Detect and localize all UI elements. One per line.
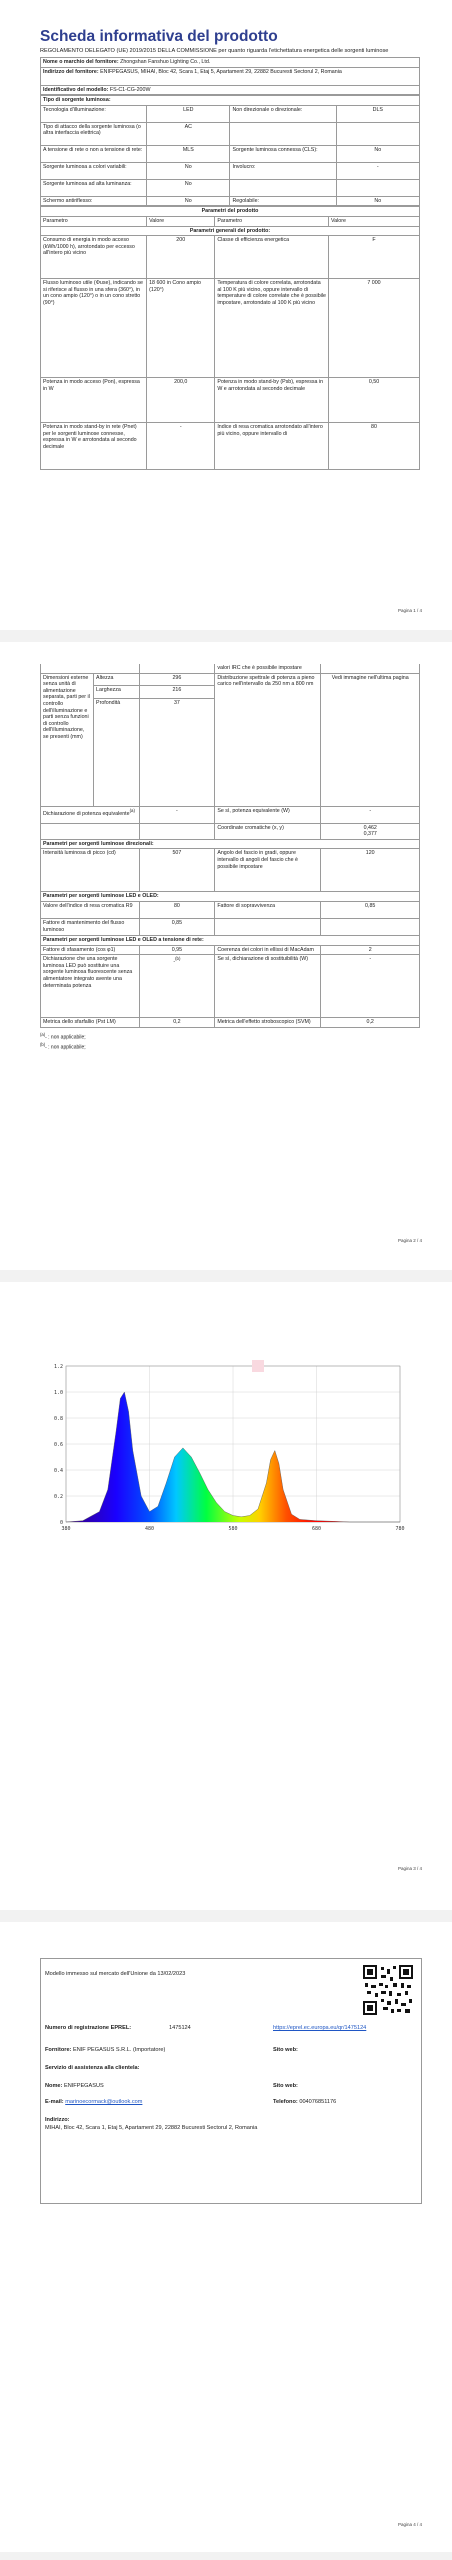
envelope-label: Involucro: bbox=[230, 162, 336, 179]
cri-value: 80 bbox=[329, 423, 420, 470]
height-label: Altezza bbox=[94, 673, 139, 686]
replace-yes-value: - bbox=[321, 955, 420, 1018]
x-axis-ticks bbox=[61, 1526, 404, 1532]
eprel-value: 1475124 bbox=[169, 2025, 191, 2031]
document-title: Scheda informativa del prodotto bbox=[40, 28, 278, 45]
y-tick-label: 0.8 bbox=[53, 1416, 63, 1422]
x-tick-label: 780 bbox=[395, 1526, 405, 1532]
params-table-cont bbox=[40, 664, 420, 1028]
col-param-1: Parametro bbox=[41, 216, 147, 226]
connected-value: No bbox=[336, 145, 419, 162]
chroma-label: Coordinate cromatiche (x, y) bbox=[215, 823, 321, 839]
page-number: Pagina 2 / 4 bbox=[397, 1238, 422, 1243]
market-text: Modello immesso sul mercato dell'Unione da 13/02/2023 bbox=[45, 1971, 186, 1977]
x-tick-label: 380 bbox=[61, 1526, 71, 1532]
regulation-text: REGOLAMENTO DELEGATO (UE) 2019/2015 DELLA COMMISSIONE per quanto riguarda l'etichettatura energetica delle sorgenti luminose bbox=[40, 48, 389, 54]
flux-value: 18 600 in Cono ampio (120°) bbox=[147, 279, 215, 378]
eprel-label: Numero di registrazione EPREL: bbox=[45, 2025, 132, 2031]
nondir-label: Non direzionale o direzionale: bbox=[230, 105, 336, 122]
supplier-name-cell: Nome o marchio del fornitore: Zhongshan Fanshuo Lighting Co., Ltd. bbox=[41, 58, 420, 68]
supplier-info-card bbox=[40, 1958, 422, 2204]
cri-cont: valori IRC che è possibile impostare bbox=[215, 664, 321, 673]
source-type-heading: Tipo di sorgente luminosa: bbox=[41, 96, 420, 106]
connected-label: Sorgente luminosa connessa (CLS): bbox=[230, 145, 336, 162]
page-number: Pagina 1 / 4 bbox=[397, 608, 422, 613]
tech-value: LED bbox=[147, 105, 230, 122]
phone-row: Telefono: 004076851176 bbox=[273, 2099, 337, 2105]
r9-label: Valore dell'indice di resa cromatica R9 bbox=[41, 901, 140, 918]
supplier-row: Fornitore: ENIF PEGASUS S.R.L. (Importatore) bbox=[45, 2047, 166, 2053]
pnet-value: - bbox=[147, 423, 215, 470]
svm-value: 0,2 bbox=[321, 1018, 420, 1028]
address-value: MIHAI, Bloc 42, Scara 1, Etaj 5, Apartament 29, 22882 Bucuresti Sectorul 2, Romania bbox=[45, 2125, 258, 2131]
y-tick-label: 0.2 bbox=[53, 1494, 63, 1500]
cct-value: 7 000 bbox=[329, 279, 420, 378]
depth-label: Profondità bbox=[94, 698, 139, 806]
led-heading: Parametri per sorgenti luminose LED e OLED: bbox=[41, 892, 420, 902]
page-2 bbox=[0, 642, 452, 1270]
width-label: Larghezza bbox=[94, 686, 139, 699]
beam-value: 120 bbox=[321, 849, 420, 892]
dimensions-label: Dimensioni esterne senza unità di alimentazione separata, parti per il controllo dell'illuminazione e parti senza funzioni di controllo dell'illuminazione, se presenti (mm) bbox=[41, 673, 94, 806]
beam-label: Angolo del fascio in gradi, oppure intervallo di angoli del fascio che è possibile impostare bbox=[215, 849, 321, 892]
col-param-2: Parametro bbox=[215, 216, 329, 226]
dim-label: Regolabile: bbox=[230, 196, 336, 206]
colour-value: No bbox=[147, 162, 230, 179]
peak-value: 507 bbox=[139, 849, 215, 892]
footnote-b: $^{(b)}$- : non applicabile; bbox=[40, 1042, 86, 1052]
col-value-2: Valore bbox=[329, 216, 420, 226]
product-params-table bbox=[40, 206, 420, 470]
supplier-table bbox=[40, 57, 420, 95]
supplier-address-cell: Indirizzo del fornitore: ENIFPEGASUS, MIHAI, Bloc 42, Scara 1, Etaj 5, Apartament 29, 22882 Bucuresti Sectorul 2, Romania bbox=[41, 67, 420, 85]
peak-label: Intensità luminosa di picco (cd) bbox=[41, 849, 140, 892]
dir-heading: Parametri per sorgenti luminose direzionali: bbox=[41, 839, 420, 849]
y-tick-label: 1.0 bbox=[53, 1390, 63, 1396]
class-label: Classe di efficienza energetica bbox=[215, 236, 329, 279]
tech-label: Tecnologia d'illuminazione: bbox=[41, 105, 147, 122]
nondir-value: DLS bbox=[336, 105, 419, 122]
psb-value: 0,50 bbox=[329, 378, 420, 423]
email-link[interactable]: marinoecormack@outlook.com bbox=[65, 2099, 143, 2105]
pf-value: 0,95 bbox=[139, 945, 215, 955]
class-value: F bbox=[329, 236, 420, 279]
y-axis-ticks bbox=[54, 1364, 63, 1526]
r9-value: 80 bbox=[139, 901, 215, 918]
equiv-yes-label: Se sì, potenza equivalente (W) bbox=[215, 806, 321, 823]
maint-label: Fattore di mantenimento del flusso luminoso bbox=[41, 918, 140, 935]
depth-value: 37 bbox=[139, 698, 215, 806]
equiv-label: Dichiarazione di potenza equivalente$^{(a)}$ bbox=[41, 806, 140, 823]
maint-value: 0,85 bbox=[139, 918, 215, 935]
product-params-heading: Parametri del prodotto bbox=[41, 207, 420, 217]
email-row: E-mail: marinoecormack@outlook.com bbox=[45, 2099, 143, 2105]
y-tick-label: 1.2 bbox=[53, 1364, 63, 1370]
spectral-value: Vedi immagine nell'ultima pagina bbox=[321, 673, 420, 806]
x-tick-label: 580 bbox=[228, 1526, 238, 1532]
envelope-value: - bbox=[336, 162, 419, 179]
page-number: Pagina 4 / 4 bbox=[397, 2522, 422, 2527]
service-heading: Servizio di assistenza alla clientela: bbox=[45, 2065, 140, 2071]
address-label: Indirizzo: bbox=[45, 2117, 70, 2123]
width-value: 216 bbox=[139, 686, 215, 699]
energy-label: Consumo di energia in modo acceso (kWh/1000 h), arrotondato per eccesso all'intero più vicino bbox=[41, 236, 147, 279]
qr-code-icon bbox=[363, 1965, 413, 2015]
x-tick-label: 680 bbox=[311, 1526, 322, 1532]
hl-value: No bbox=[147, 179, 230, 196]
model-cell: Identificativo del modello: FS-C1-CG-200W bbox=[41, 85, 420, 95]
macadam-value: 2 bbox=[321, 945, 420, 955]
flicker-value: 0,2 bbox=[139, 1018, 215, 1028]
surv-value: 0,85 bbox=[321, 901, 420, 918]
replace-yes-label: Se sì, dichiarazione di sostituibilità (W) bbox=[215, 955, 321, 1018]
col-value-1: Valore bbox=[147, 216, 215, 226]
website2-label: Sito web: bbox=[273, 2083, 298, 2089]
source-type-table bbox=[40, 95, 420, 206]
pf-label: Fattore di sfasamento (cos φ1) bbox=[41, 945, 140, 955]
spectral-label: Distribuzione spettrale di potenza a pieno carico nell'intervallo da 250 nm a 800 nm bbox=[215, 673, 321, 806]
website-label: Sito web: bbox=[273, 2047, 298, 2053]
flicker-label: Metrica dello sfarfallio (Pst LM) bbox=[41, 1018, 140, 1028]
replace-value: -$^{(b)}$ bbox=[139, 955, 215, 1018]
ledmains-heading: Parametri per sorgenti luminose LED e OLED a tensione di rete: bbox=[41, 935, 420, 945]
pon-value: 200,0 bbox=[147, 378, 215, 423]
name-row: Nome: ENIFPEGASUS bbox=[45, 2083, 104, 2089]
y-tick-label: 0 bbox=[59, 1520, 63, 1526]
y-tick-label: 0.4 bbox=[53, 1468, 63, 1474]
dim-value: No bbox=[336, 196, 419, 206]
spectral-distribution-chart bbox=[40, 1356, 420, 1536]
glare-value: No bbox=[147, 196, 230, 206]
replace-label: Dichiarazione che una sorgente luminosa LED può sostituire una sorgente luminosa fluorescente senza alimentatore integrato avente una determinata potenza bbox=[41, 955, 140, 1018]
hl-label: Sorgente luminosa ad alta luminanza: bbox=[41, 179, 147, 196]
height-value: 296 bbox=[139, 673, 215, 686]
pon-label: Potenza in modo acceso (Pon), espressa in W bbox=[41, 378, 147, 423]
flux-label: Flusso luminoso utile (Φuse), indicando se si riferisce al flusso in una sfera (360°), in un cono ampio (120°) o in un cono stretto (90°) bbox=[41, 279, 147, 378]
y-tick-label: 0.6 bbox=[53, 1442, 63, 1448]
x-tick-label: 480 bbox=[144, 1526, 155, 1532]
page-number: Pagina 3 / 4 bbox=[397, 1866, 422, 1871]
pnet-label: Potenza in modo stand-by in rete (Pnet) per le sorgenti luminose connesse, espressa in W e arrotondata al secondo decimale bbox=[41, 423, 147, 470]
footnote-a: $^{(a)}$- : non applicabile; bbox=[40, 1031, 86, 1041]
glare-label: Schermo antiriflesso: bbox=[41, 196, 147, 206]
macadam-label: Coerenza dei colori in ellissi di MacAdam bbox=[215, 945, 321, 955]
cct-label: Temperatura di colore correlata, arrotondata al 100 K più vicino, oppure intervallo di temperature di colore correlate che è possibile impostare, arrotondato al 100 K più vicino bbox=[215, 279, 329, 378]
page-1 bbox=[0, 0, 452, 630]
svm-label: Metrica dell'effetto stroboscopico (SVM) bbox=[215, 1018, 321, 1028]
cap-label: Tipo di attacco della sorgente luminosa (o altra interfaccia elettrica) bbox=[41, 122, 147, 145]
page-3 bbox=[0, 1282, 452, 1910]
mains-value: MLS bbox=[147, 145, 230, 162]
eprel-link[interactable]: https://eprel.ec.europa.eu/qr/1475124 bbox=[273, 2025, 367, 2031]
general-heading: Parametri generali del prodotto: bbox=[41, 226, 420, 236]
colour-label: Sorgente luminosa a colori variabili: bbox=[41, 162, 147, 179]
energy-value: 200 bbox=[147, 236, 215, 279]
equiv-yes-value: - bbox=[321, 806, 420, 823]
surv-label: Fattore di sopravvivenza bbox=[215, 901, 321, 918]
pink-marker bbox=[252, 1360, 264, 1372]
cap-value: AC bbox=[147, 122, 230, 145]
cri-label: Indice di resa cromatica arrotondato all'intero più vicino, oppure intervallo di bbox=[215, 423, 329, 470]
page-4 bbox=[0, 1922, 452, 2552]
psb-label: Potenza in modo stand-by (Psb), espressa in W e arrotondata al secondo decimale bbox=[215, 378, 329, 423]
mains-label: A tensione di rete o non a tensione di rete: bbox=[41, 145, 147, 162]
equiv-value: - bbox=[139, 806, 215, 823]
chroma-values: 0,462 0,377 bbox=[321, 823, 420, 839]
